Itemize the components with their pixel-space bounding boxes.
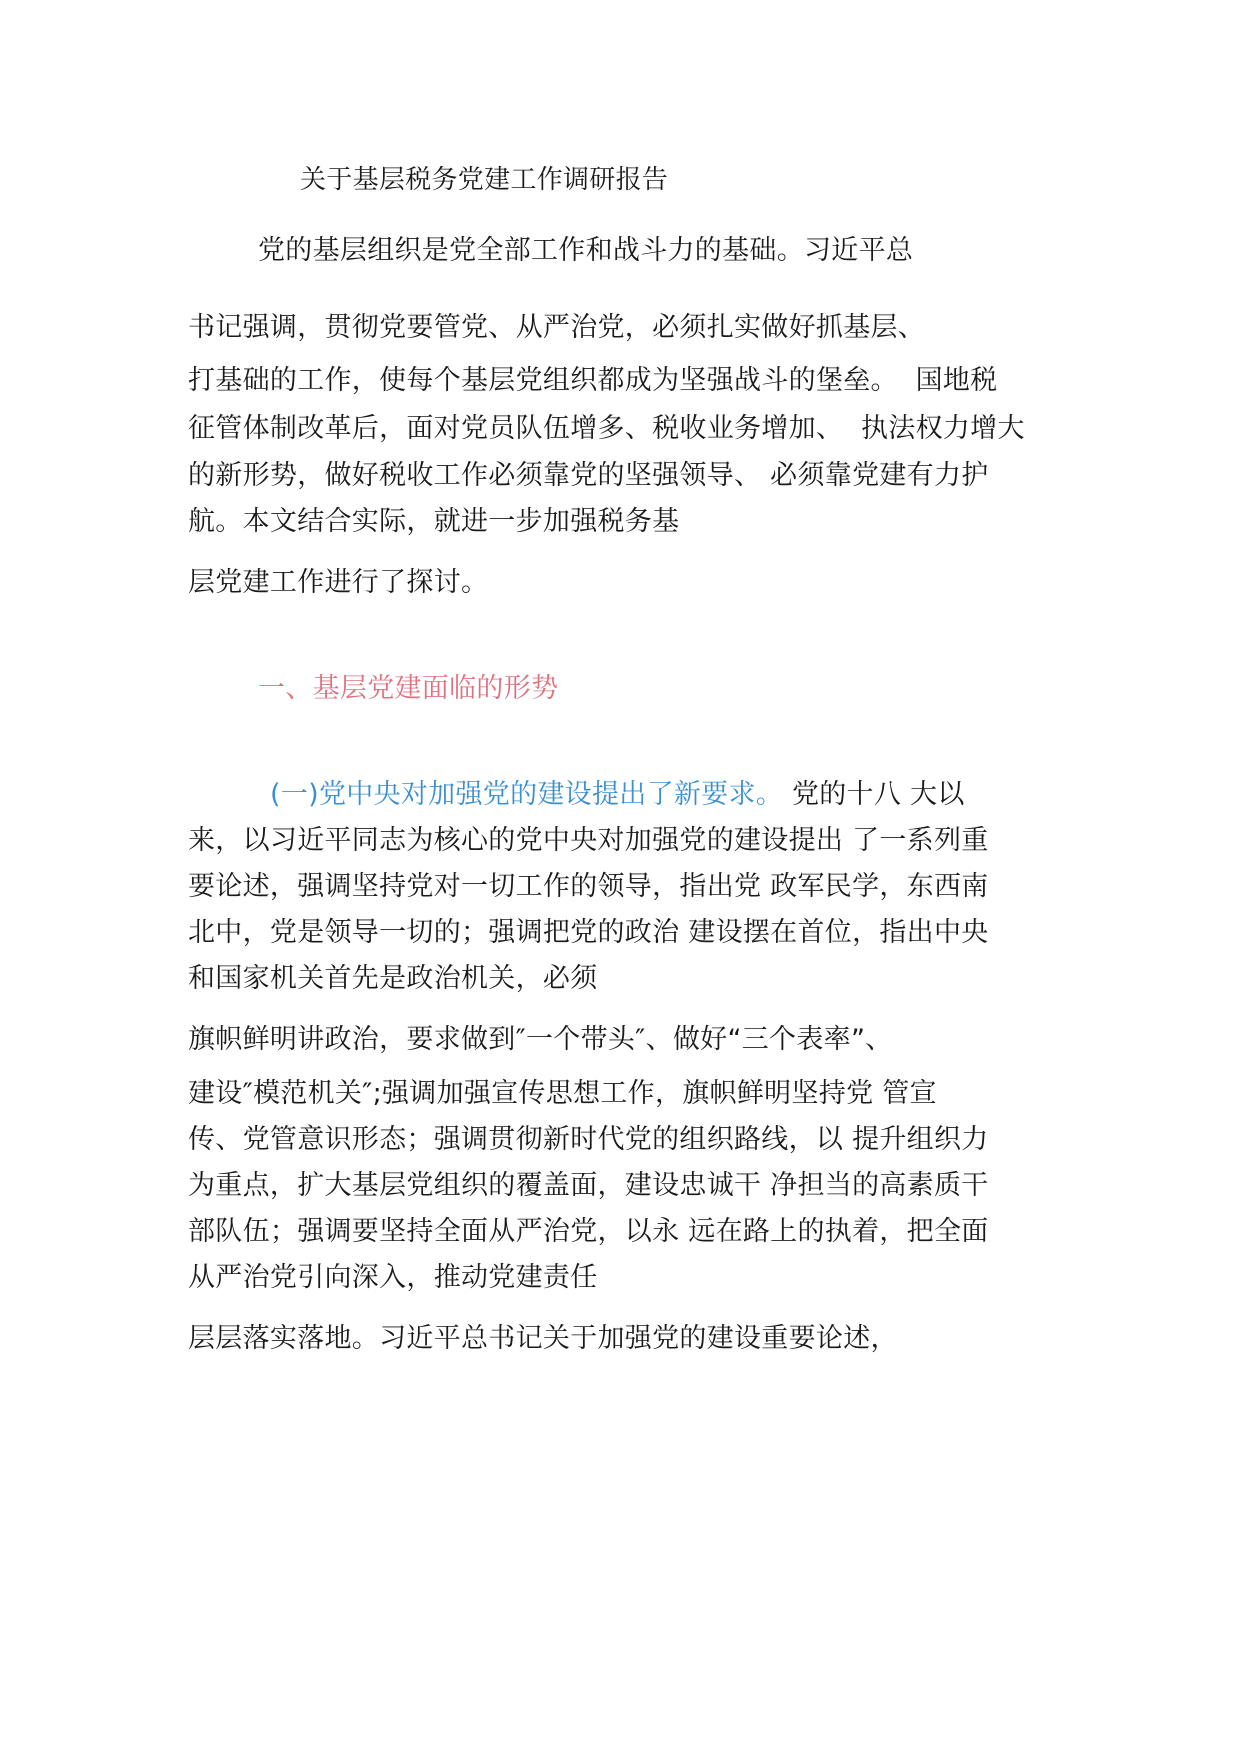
intro-line-6: 航。本文结合实际，就进一步加强税务基 — [188, 506, 680, 537]
body-line: 旗帜鲜明讲政治，要求做到″一个带头″、做好“三个表率”、 — [188, 1024, 893, 1055]
body-line: 北中，党是领导一切的；强调把党的政治 建设摆在首位，指出中央 — [188, 917, 989, 948]
subsection-1-text-start: 党的十八 大以 — [783, 779, 965, 810]
intro-line-3: 打基础的工作，使每个基层党组织都成为坚强战斗的堡垒。 国地税 — [188, 365, 998, 396]
body-line: 从严治党引向深入，推动党建责任 — [188, 1262, 598, 1293]
intro-line-5: 的新形势，做好税收工作必须靠党的坚强领导、 必须靠党建有力护 — [188, 460, 989, 491]
subsection-1-heading: (一)党中央对加强党的建设提出了新要求。 — [270, 779, 784, 810]
body-line: 建设″模范机关″;强调加强宣传思想工作，旗帜鲜明坚持党 管宣 — [188, 1078, 937, 1109]
body-line: 部队伍；强调要坚持全面从严治党，以永 远在路上的执着，把全面 — [188, 1216, 989, 1247]
intro-line-2: 书记强调，贯彻党要管党、从严治党，必须扎实做好抓基层、 — [188, 312, 926, 343]
body-line: 和国家机关首先是政治机关，必须 — [188, 963, 598, 994]
body-line: 要论述，强调坚持党对一切工作的领导，指出党 政军民学，东西南 — [188, 871, 989, 902]
body-line: 为重点，扩大基层党组织的覆盖面，建设忠诚干 净担当的高素质干 — [188, 1170, 989, 1201]
body-line: 来，以习近平同志为核心的党中央对加强党的建设提出 了一系列重 — [188, 825, 989, 856]
body-line: 传、党管意识形态；强调贯彻新时代党的组织路线，以 提升组织力 — [188, 1124, 989, 1155]
subsection-1-first-line — [270, 778, 965, 812]
body-line: 层层落实落地。习近平总书记关于加强党的建设重要论述， — [188, 1323, 898, 1354]
intro-line-7: 层党建工作进行了探讨。 — [188, 567, 489, 598]
section-heading: 一、基层党建面临的形势 — [258, 673, 559, 704]
intro-line-1: 党的基层组织是党全部工作和战斗力的基础。习近平总 — [258, 235, 914, 266]
intro-line-4: 征管体制改革后，面对党员队伍增多、税收业务增加、 执法权力增大 — [188, 413, 1025, 444]
page-title: 关于基层税务党建工作调研报告 — [300, 165, 669, 195]
